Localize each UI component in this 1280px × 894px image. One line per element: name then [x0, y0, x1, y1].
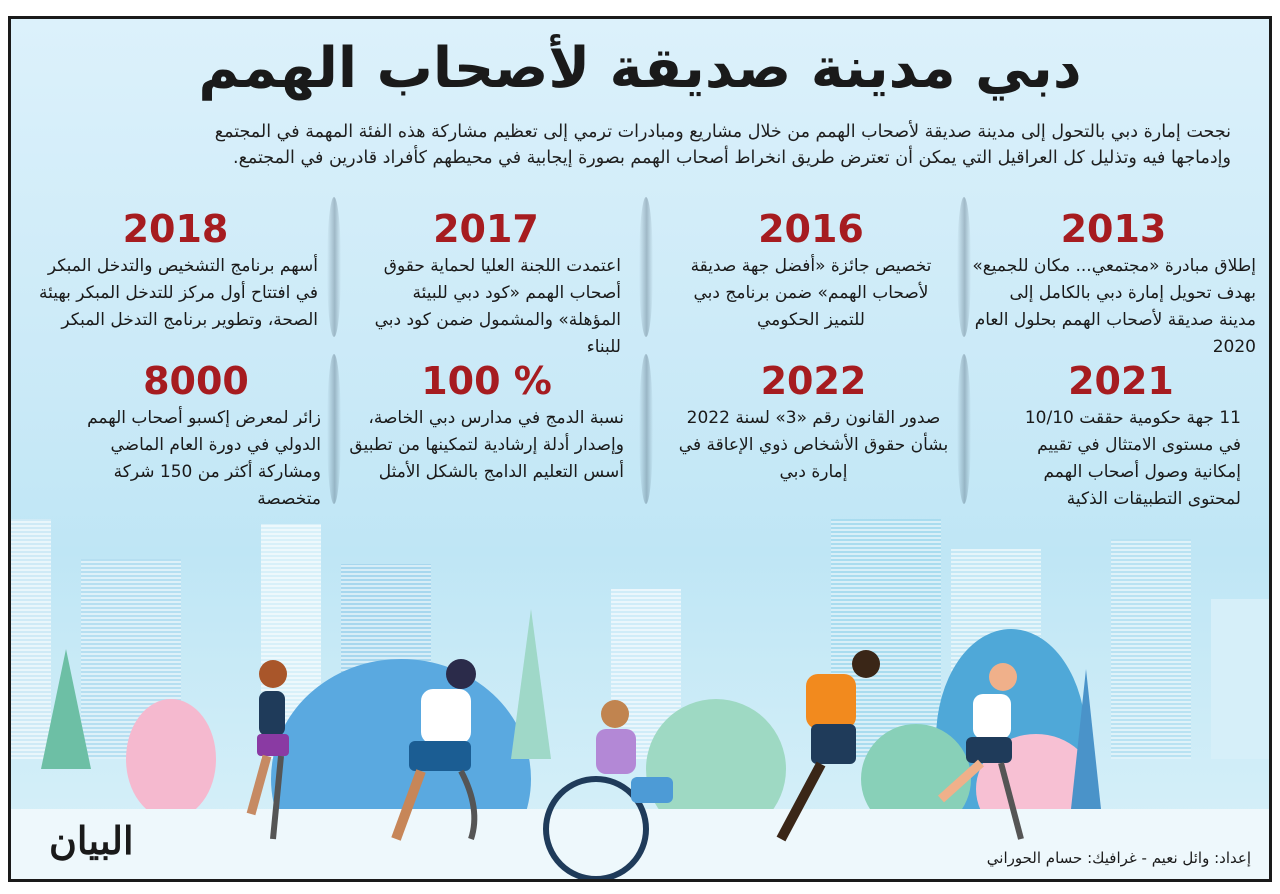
ground	[11, 809, 1269, 882]
column-divider	[639, 354, 653, 504]
fact-year: 2013	[1060, 207, 1167, 251]
publisher-logo: البيان	[49, 818, 134, 863]
fact-text: تخصيص جائزة «أفضل جهة صديقة لأصحاب الهمم» ضمن برنامج دبي للتميز الحكومي	[690, 256, 932, 330]
intro-paragraph: نجحت إمارة دبي بالتحول إلى مدينة صديقة لأصحاب الهمم من خلال مشاريع ومبادرات ترمي إلى تعظيم مشاركة هذه الفئة المهمة في المجتمع وإدماجها فيه وتذليل كل العراقيل التي يمكن أن تعترض طريق انخراط أصحاب الهمم بصورة إيجابية في محيطهم كأفراد قادرين في المجتمع.	[214, 122, 1231, 168]
column-divider	[639, 197, 653, 337]
column-divider	[957, 197, 971, 337]
fact-year: 2017	[433, 207, 539, 251]
fact-year: 8000	[143, 359, 249, 403]
fact-card	[971, 207, 1256, 361]
fact-card	[349, 359, 624, 486]
fact-text: اعتمدت اللجنة العليا لحماية حقوق أصحاب الهمم «كود دبي للبيئة المؤهلة» والمشمول ضمن كود دبي للبناء	[374, 256, 621, 357]
infographic-frame	[8, 16, 1272, 882]
fact-year: 2022	[760, 359, 867, 403]
fact-card	[351, 207, 621, 361]
fact-card	[33, 207, 318, 334]
fact-text: 11 جهة حكومية حققت 10/10 في مستوى الامتثال في تقييم إمكانية وصول أصحاب الهمم لمحتوى التطبيقات الذكية	[1024, 408, 1241, 509]
fact-year: 100 %	[421, 359, 552, 403]
fact-year: 2021	[1068, 359, 1174, 403]
column-divider	[327, 197, 341, 337]
fact-text: صدور القانون رقم «3» لسنة 2022 بشأن حقوق الأشخاص ذوي الإعاقة في إمارة دبي	[678, 408, 949, 482]
fact-card	[671, 207, 951, 334]
credit-line: إعداد: وائل نعيم - غرافيك: حسام الحوراني	[986, 849, 1251, 867]
fact-text: زائر لمعرض إكسبو أصحاب الهمم الدولي في دورة العام الماضي ومشاركة أكثر من 150 شركة متخصصة	[87, 408, 321, 509]
column-divider	[957, 354, 971, 504]
column-divider	[327, 354, 341, 504]
fact-text: إطلاق مبادرة «مجتمعي... مكان للجميع» بهدف تحويل إمارة دبي بالكامل إلى مدينة صديقة لأصحاب الهمم بحلول العام 2020	[972, 256, 1256, 357]
fact-year: 2018	[122, 207, 229, 251]
city-illustration	[11, 509, 1269, 882]
fact-card	[1001, 359, 1241, 513]
fact-card	[676, 359, 951, 486]
fact-card	[71, 359, 321, 513]
page-title: دبي مدينة صديقة لأصحاب الهمم	[198, 36, 1082, 101]
fact-text: أسهم برنامج التشخيص والتدخل المبكر في افتتاح أول مركز للتدخل المبكر بهيئة الصحة، وتطوير برنامج التدخل المبكر	[38, 256, 318, 330]
fact-text: نسبة الدمج في مدارس دبي الخاصة، وإصدار أدلة إرشادية لتمكينها من تطبيق أسس التعليم الدامج بالشكل الأمثل	[349, 408, 624, 482]
fact-year: 2016	[758, 207, 864, 251]
